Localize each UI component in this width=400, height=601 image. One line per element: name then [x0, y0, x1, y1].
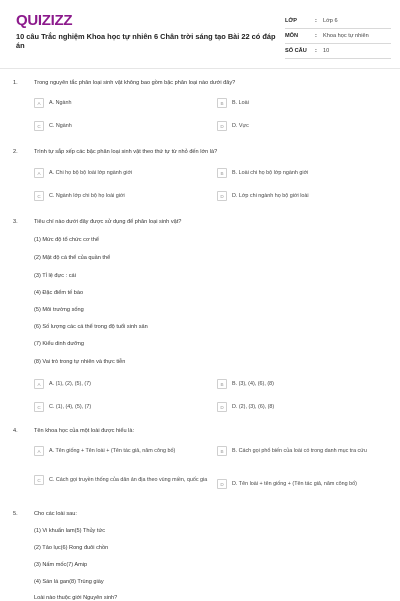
species-line: (2) Tảo lục(6) Rong đuôi chồn — [34, 545, 109, 551]
criterion-line: (6) Số lượng các cá thể trong độ tuổi sinh sản — [34, 324, 148, 330]
criterion-line: (8) Vai trò trong tự nhiên và thực tiễn — [34, 359, 126, 365]
info-separator: : — [315, 48, 317, 54]
option-letter-box: B — [217, 98, 227, 108]
option-a[interactable] — [34, 379, 91, 389]
option-letter-box: C — [34, 121, 44, 131]
option-text: B. Loài chi họ bộ lớp ngành giới — [232, 169, 309, 176]
option-b[interactable] — [217, 446, 393, 456]
info-key: MÔN — [285, 33, 299, 39]
page-title: 10 câu Trắc nghiệm Khoa học tự nhiên 6 Chân trời sáng tạo Bài 22 có đáp án — [16, 32, 276, 50]
criterion-line: (4) Đặc điểm tế bào — [34, 290, 84, 296]
option-text: A. Tên giống + Tên loài + (Tên tác giả, năm công bố) — [49, 447, 176, 454]
option-c[interactable] — [34, 121, 72, 131]
option-a[interactable] — [34, 98, 71, 108]
option-c[interactable] — [34, 402, 91, 412]
option-text: C. (1), (4), (5), (7) — [49, 403, 92, 410]
question-number: 5. — [13, 511, 18, 517]
option-letter-box: D — [217, 479, 227, 489]
option-text: B. Loài — [232, 99, 249, 106]
info-row-count — [285, 44, 391, 59]
info-table — [285, 14, 391, 59]
species-line: (1) Vi khuẩn lam(5) Thủy tức — [34, 528, 106, 534]
criterion-line: (5) Môi trường sống — [34, 307, 84, 313]
option-letter-box: C — [34, 191, 44, 201]
option-b[interactable] — [217, 379, 274, 389]
question-number: 1. — [13, 80, 18, 86]
option-letter-box: B — [217, 446, 227, 456]
question-text: Trong nguyên tắc phân loại sinh vật không bao gồm bậc phân loại nào dưới đây? — [34, 80, 236, 86]
option-text: C. Cách gọi truyền thống của dân ản địa theo vùng miền, quốc gia — [49, 476, 208, 483]
info-separator: : — [315, 18, 317, 24]
info-row-subject — [285, 29, 391, 44]
criterion-line: (1) Mức độ tổ chức cơ thể — [34, 237, 99, 243]
info-key: LỚP — [285, 18, 297, 24]
info-value: 10 — [323, 48, 330, 54]
criterion-line: (2) Mật độ cá thể của quần thể — [34, 255, 111, 261]
option-b[interactable] — [217, 98, 249, 108]
option-text: B. Cách gọi phổ biến của loài có trong danh mục tra cứu — [232, 447, 367, 454]
species-line: (4) Sán lá gan(8) Trùng giày — [34, 579, 104, 585]
option-text: C. Ngành lớp chi bộ họ loài giới — [49, 192, 125, 199]
option-letter-box: D — [217, 402, 227, 412]
option-d[interactable] — [217, 191, 309, 201]
option-letter-box: A — [34, 98, 44, 108]
option-letter-box: D — [217, 191, 227, 201]
option-d[interactable] — [217, 402, 274, 412]
species-line: (3) Nấm mốc(7) Amip — [34, 562, 88, 568]
info-key: SỐ CÂU — [285, 48, 307, 54]
option-letter-box: A — [34, 379, 44, 389]
question-number: 2. — [13, 149, 18, 155]
option-text: D. (2), (3), (6), (8) — [232, 403, 275, 410]
option-text: D. Tên loài + tên giống + (Tên tác giả, năm công bố) — [232, 480, 357, 487]
question-text: Cho các loài sau: — [34, 511, 77, 517]
info-value: Lớp 6 — [323, 18, 338, 24]
option-a[interactable] — [34, 168, 132, 178]
option-d[interactable] — [217, 121, 249, 131]
option-letter-box: A — [34, 168, 44, 178]
option-text: D. Lớp chi ngành họ bộ giới loài — [232, 192, 309, 199]
option-text: D. Vực — [232, 122, 249, 129]
option-letter-box: B — [217, 379, 227, 389]
option-letter-box: D — [217, 121, 227, 131]
option-d[interactable] — [217, 479, 400, 489]
option-letter-box: A — [34, 446, 44, 456]
logo: QUIZIZZ — [16, 12, 73, 29]
option-letter-box: B — [217, 168, 227, 178]
question-text: Tiêu chí nào dưới đây được sử dụng để phân loại sinh vật? — [34, 219, 182, 225]
question-text: Trình tự sắp xếp các bậc phân loại sinh vật theo thứ tự từ nhỏ đến lớn là? — [34, 149, 218, 155]
option-c[interactable] — [34, 475, 210, 485]
header-divider — [0, 68, 400, 69]
question-text: Tên khoa học của một loài được hiểu là: — [34, 428, 135, 434]
info-separator: : — [315, 33, 317, 39]
option-letter-box: C — [34, 402, 44, 412]
option-text: A. Chi họ bộ bộ loài lớp ngành giới — [49, 169, 133, 176]
option-text: B. (3), (4), (6), (8) — [232, 380, 274, 387]
option-c[interactable] — [34, 191, 125, 201]
species-line: Loài nào thuộc giới Nguyên sinh? — [34, 595, 118, 601]
option-letter-box: C — [34, 475, 44, 485]
info-value: Khoa học tự nhiên — [323, 33, 369, 39]
option-b[interactable] — [217, 168, 308, 178]
criterion-line: (3) Tỉ lệ đực : cái — [34, 273, 76, 279]
option-text: A. Ngành — [49, 99, 72, 106]
info-row-class — [285, 14, 391, 29]
option-text: C. Ngành — [49, 122, 72, 129]
option-text: A. (1), (2), (5), (7) — [49, 380, 91, 387]
criterion-line: (7) Kiểu dinh dưỡng — [34, 341, 85, 347]
question-number: 3. — [13, 219, 18, 225]
question-number: 4. — [13, 428, 18, 434]
option-a[interactable] — [34, 446, 210, 456]
